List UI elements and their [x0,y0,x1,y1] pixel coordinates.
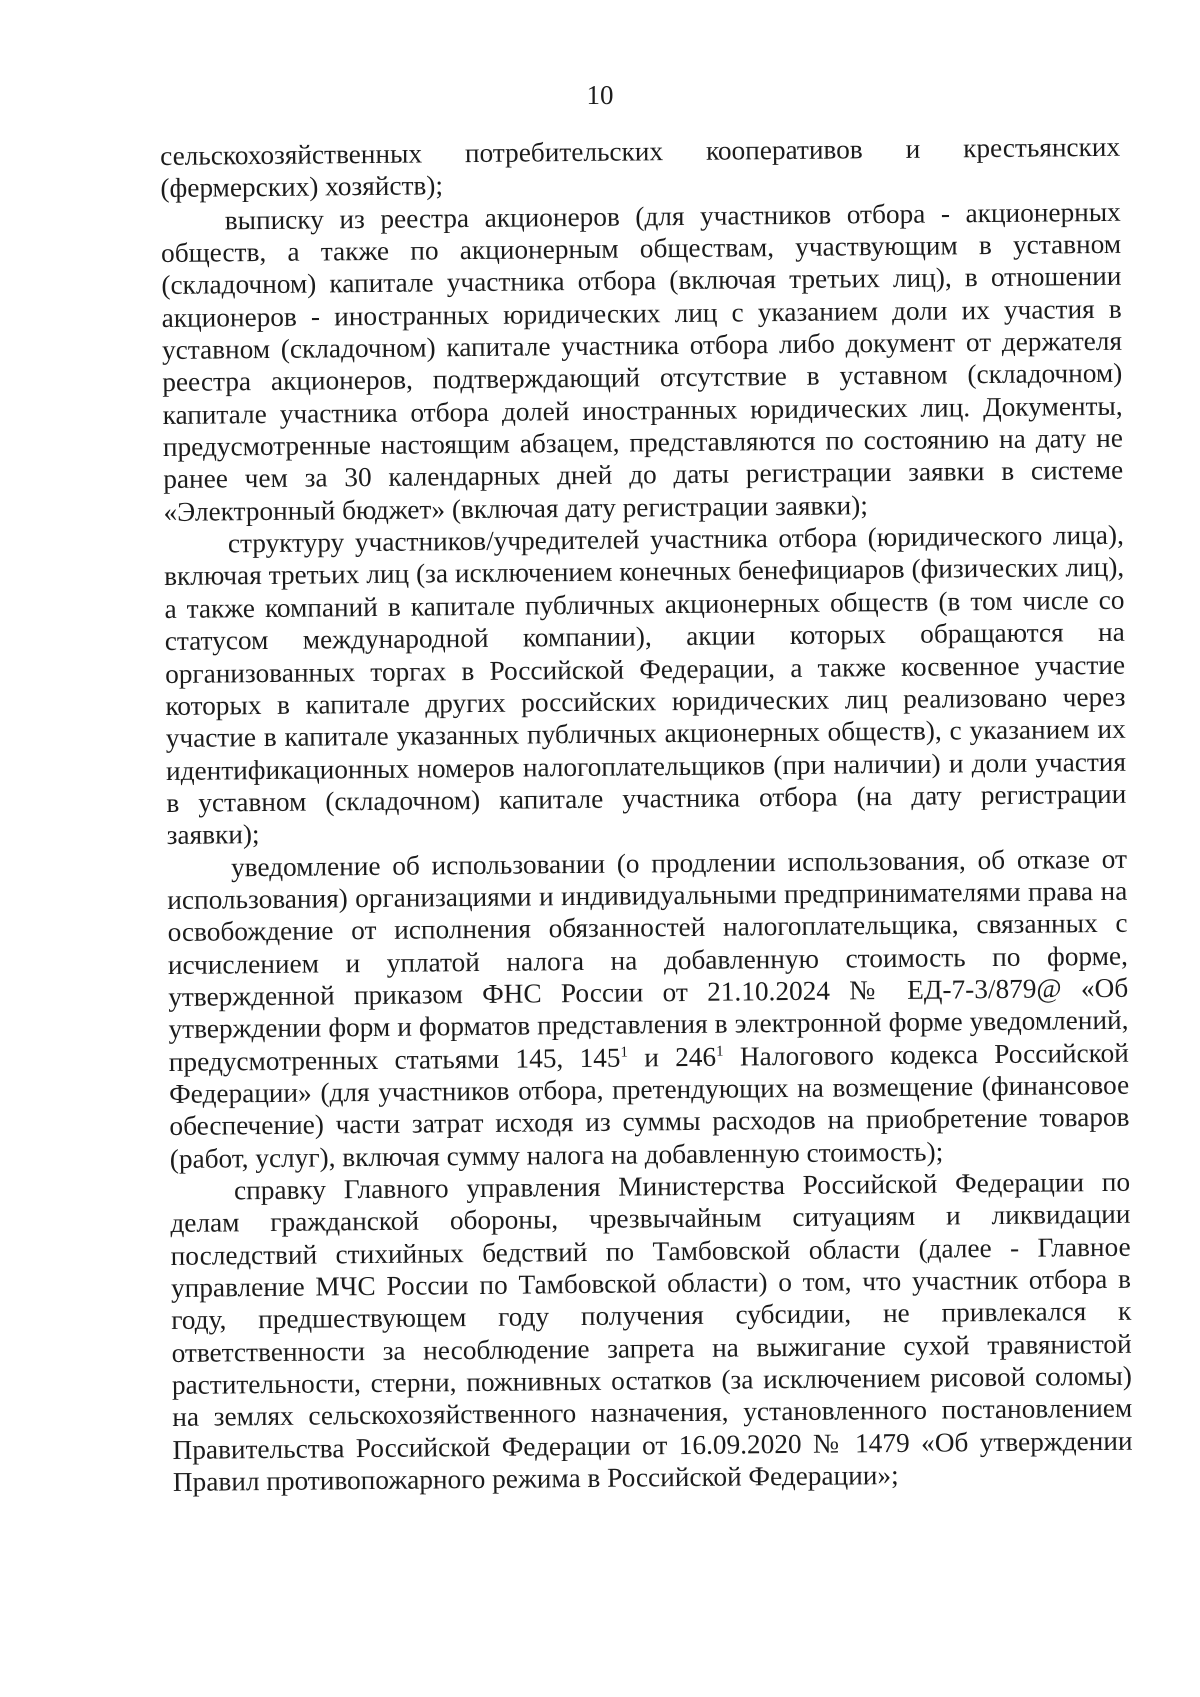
paragraph-continuation [160,131,1121,205]
superscript: 1 [715,1043,724,1060]
paragraph-emergency-certificate: справку Главного управления Министерства Российской Федерации по делам гражданской обороны, чрезвычайным ситуациям и ликвидации последствий стихийных бедствий по Тамбовской области (далее - Главное управление МЧС России по Тамбовской области) о том, что участник отбора в году, предшествующем году получения субсидии, не привлекался к ответственности за несоблюдение запрета на выжигание сухой травянистой растительности, стерни, пожнивных остатков (за исключением рисовой соломы) на землях сельскохозяйственного назначения, установленного постановлением Правительства Российской Федерации от 16.09.2020 № 1479 «Об утверждении Правил противопожарного режима в Российской Федерации»; [170,1166,1133,1498]
paragraph-shareholder-register: выписку из реестра акционеров (для участников отбора - акционерных обществ, а также по акционерным обществам, участвующим в уставном (складочном) капитале участника отбора (включая третьих лиц), в отношении акционеров - иностранных юридических лиц с указанием доли их участия в уставном (складочном) капитале участника отбора либо документ от держателя реестра акционеров, подтверждающий отсутствие в уставном (складочном) капитале участника отбора долей иностранных юридических лиц. Документы, предусмотренные настоящим абзацем, представляются по состоянию на дату не ранее чем за 30 календарных дней до даты регистрации заявки в системе «Электронный бюджет» (включая дату регистрации заявки); [160,196,1124,527]
paragraph-text: уведомление об использовании (о продлении использования, об отказе от использования) организациями и индивидуальными предпринимателями права на освобождение от исполнения обязанностей налогоплательщика, связанных с исчислением и уплатой налога на добавленную стоимость по форме, утвержденной приказом ФНС России от 21.10.2024 № ЕД-7-3/879@ «Об утверждении форм и форматов представления в электронной форме уведомлений, предусмотренных статьями 145, 145 [167,843,1129,1077]
paragraph-participant-structure: структуру участников/учредителей участника отбора (юридического лица), включая третьих лиц (за исключением конечных бенефициаров (физических лиц), а также компаний в капитале публичных акционерных обществ (в том числе со статусом международной компании), акции которых обращаются на организованных торгах в Российской Федерации, а также косвенное участие которых в капитале других российских юридических лиц реализовано через участие в капитале указанных публичных акционерных обществ), с указанием их идентификационных номеров налогоплательщиков (при наличии) и доли участия в уставном (складочном) капитале участника отбора (на дату регистрации заявки); [164,519,1127,851]
paragraph-line: (фермерских) хозяйств); [160,170,444,204]
document-body [160,131,1133,1499]
paragraph-text: и 246 [627,1041,717,1073]
paragraph-text: Налогового кодекса Российской Федерации» (для участников отбора, претендующих на возмещение (финансовое обеспечение) части затрат исходя из суммы расходов на приобретение товаров (работ, услуг), включая сумму налога на добавленную стоимость); [169,1037,1130,1174]
superscript: 1 [620,1044,628,1061]
page-number: 10 [586,80,614,110]
paragraph-vat-notice [167,842,1130,1175]
paragraph-line: сельскохозяйственных потребительских кооперативов и крестьянских [160,131,1121,171]
